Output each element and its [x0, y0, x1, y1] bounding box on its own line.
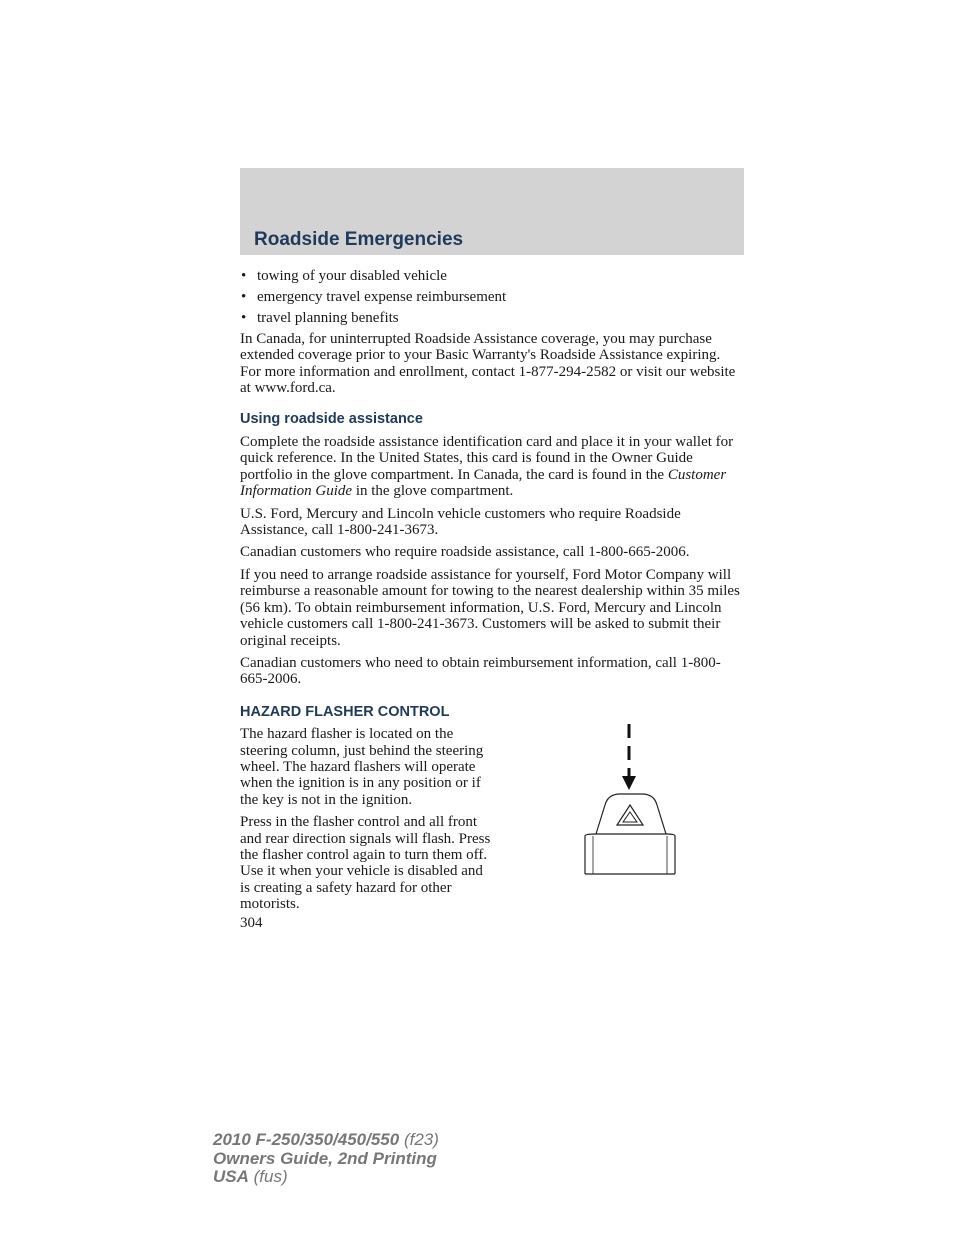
footer-model: 2010 F-250/350/450/550 [213, 1130, 400, 1149]
footer-region-code: (fus) [248, 1167, 288, 1186]
warning-triangle-icon [617, 805, 643, 825]
us-customers-paragraph: U.S. Ford, Mercury and Lincoln vehicle customers who require Roadside Assistance, call 1-800-241-3673. [240, 505, 681, 539]
using-roadside-heading: Using roadside assistance [240, 410, 423, 427]
hazard-text-column [240, 726, 492, 931]
section-header-band [240, 168, 744, 255]
canadian-customers-paragraph: Canadian customers who require roadside assistance, call 1-800-665-2006. [240, 544, 690, 561]
footer-model-line [213, 1131, 439, 1150]
list-item: • towing of your disabled vehicle [240, 268, 744, 284]
dashed-arrow-icon [622, 724, 636, 790]
page-number: 304 [240, 914, 263, 931]
identification-card-paragraph [240, 434, 744, 500]
paragraph-text: Complete the roadside assistance identification card and place it in your wallet for quick reference. In the United States, this card is found in the Owner Guide portfolio in the glove compartment. In Canada, the card is found in the [240, 434, 734, 483]
list-item: • travel planning benefits [240, 310, 744, 326]
hazard-section [240, 726, 744, 931]
guide-title: Customer Information Guide [240, 466, 727, 500]
page-content [240, 268, 744, 931]
hazard-location-paragraph: The hazard flasher is located on the steering column, just behind the steering wheel. The hazard flashers will operate when the ignition is in any position or if the key is not in the ignition. [240, 726, 484, 808]
reimbursement-paragraph: If you need to arrange roadside assistance for yourself, Ford Motor Company will reimburse a reasonable amount for towing to the nearest dealership within 35 miles (56 km). To obtain reimbursement information, U.S. Ford, Mercury and Lincoln vehicle customers call 1-800-241-3673. Customers will be asked to submit their original receipts. [240, 566, 740, 649]
footer-model-code: (f23) [399, 1130, 439, 1149]
benefits-list [240, 268, 744, 326]
document-footer [213, 1131, 439, 1187]
hazard-flasher-illustration [580, 724, 680, 884]
footer-region: USA [213, 1167, 249, 1186]
footer-printing-line: Owners Guide, 2nd Printing [213, 1148, 437, 1168]
hazard-flasher-heading: HAZARD FLASHER CONTROL [240, 703, 450, 720]
canadian-reimbursement-paragraph: Canadian customers who need to obtain reimbursement information, call 1-800-665-2006. [240, 654, 721, 688]
footer-region-line [213, 1168, 439, 1187]
list-item: • emergency travel expense reimbursement [240, 289, 744, 305]
paragraph-text: in the glove compartment. [352, 483, 514, 500]
canada-coverage-paragraph: In Canada, for uninterrupted Roadside Assistance coverage, you may purchase extended coverage prior to your Basic Warranty's Roadside Assistance expiring. For more information and enrollment, contact 1-877-294-2582 or visit our website at www.ford.ca. [240, 331, 736, 397]
section-title: Roadside Emergencies [254, 229, 464, 250]
hazard-operation-paragraph: Press in the flasher control and all front and rear direction signals will flash. Press the flasher control again to turn them off. Use it when your vehicle is disabled and is creating a safety hazard for other motorists. [240, 814, 491, 913]
